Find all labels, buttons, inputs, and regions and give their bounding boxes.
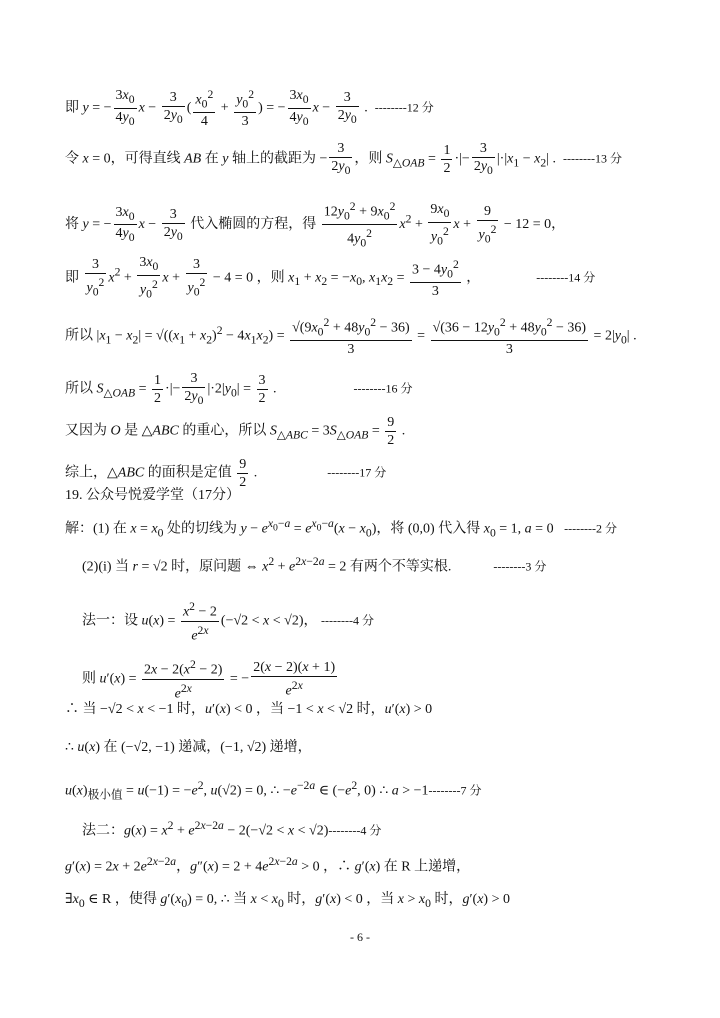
solution-line: 将 y = − $\frac{3x_0}{4y_0}$ x − $\frac{3}{2y_0}$ 代入椭圆的方程，得 $\frac{12y_0^2 + 9x_0^2}{4y_0^2}$ $x^2$ + $\frac{9x_0}{y_0^2}$ x + $\frac{9}{y_0^2}$ − 12 = 0， — [65, 200, 566, 250]
solution-line: 所以 $S_{\triangle OAB}$ = $\frac{1}{2}$ ·|− $\frac{3}{2y_0}$ $|\cdot 2|y_0|$ = $\frac{3}{2}$ . --------16 分 — [65, 371, 413, 407]
solution-line: $g'(x) = 2x + 2e^{2x-2a}$，$g''(x) = 2 + 4e^{2x-2a} > 0$ ，∴ g′(x) 在 R 上递增， — [65, 855, 471, 875]
page-number: - 6 - — [350, 930, 370, 944]
solution-line: 又因为 O 是 △ABC 的重心，所以 $S_{\triangle ABC} = 3S_{\triangle OAB}$ = $\frac{9}{2}$ . — [65, 415, 406, 448]
solution-line: ∴ u(x) 在 (−√2, −1) 递减，(−1, √2) 递增， — [65, 740, 312, 755]
solution-line: $\exists x_0$ ∈ R ，使得 $g'(x_0) = 0$, ∴ 当 $x < x_0$ 时，g′(x) < 0 ，当 $x > x_0$ 时，g′(x) > 0 — [65, 892, 510, 910]
solution-line: 即 y = − $\frac{3x_0}{4y_0}$ x − $\frac{3}{2y_0}$ ( $\frac{x_0^2}{4}$ + $\frac{y_0^2}{3}$ ) = − $\frac{3x_0}{4y_0}$ x − $\frac{3}{2y_0}$ . --------12 分 — [65, 87, 434, 130]
solution-line: 即 $\frac{3}{y_0^2}$ $x^2$ + $\frac{3x_0}{y_0^2}$ x + $\frac{3}{y_0^2}$ − 4 = 0 ，则 $x_1 + x_2 = -x_0$, $x_1x_2$ = $\frac{3 - 4y_0^2}{3}$ ， --------14 分 — [65, 255, 596, 301]
solution-line: 法一：设 u(x) = $\frac{x^2 - 2}{e^{2x}}$ (−√2 < x < √2)， --------4 分 — [82, 600, 374, 644]
solution-line: ∴ 当 −√2 < x < −1 时，u′(x) < 0 ，当 −1 < x < √2 时，u′(x) > 0 — [65, 702, 433, 717]
solution-line: 综上，△ABC 的面积是定值 $\frac{9}{2}$ . --------17 分 — [65, 457, 387, 490]
solution-line: 所以 $|x_1 - x_2| = √((x_1 + x_2)^2 - 4x_1x_2)$ = $\frac{√(9x_0^2 + 48y_0^2 - 36)}{3}$ = $\frac{√(36 - 12y_0^2 + 48y_0^2 - 36)}{3}$ = $2|y_0|$ . — [65, 316, 637, 358]
solution-line: 法二：$g(x) = x^2 + e^{2x-2a} - 2(-√2 < x < √2)--------4$ 分 — [82, 819, 382, 839]
solution-line: 解：(1) 在 $x = x_0$ 处的切线为 $y - e^{x_0-a} = e^{x_0-a}(x - x_0)$，将 (0,0) 代入得 $x_0 = 1$, a = 0 --------2 分 — [65, 517, 618, 540]
solution-line: (2)(i) 当 r = √2 时，原问题 ⇔ $x^2 + e^{2x-2a} = 2$ 有两个不等实根. --------3 分 — [82, 555, 547, 575]
solution-line: 令 x = 0，可得直线 AB 在 y 轴上的截距为 − $\frac{3}{2y_0}$ ，则 $S_{\triangle OAB}$ = $\frac{1}{2}$ ·|− $\frac{3}{2y_0}$ $|\cdot|x_1 - x_2|$ . --------13 分 — [65, 141, 622, 177]
solution-line: 则 u′(x) = $\frac{2x - 2(x^2 - 2)}{e^{2x}}$ = − $\frac{2(x - 2)(x + 1)}{e^{2x}}$ — [82, 658, 336, 702]
problem-heading: 19. 公众号悦爱学堂（17分） — [65, 488, 240, 503]
solution-line: $u(x)_{极小值} = u(-1) = -e^2$, u(√2) = 0, ∴ $-e^{-2a}$ ∈ ($-e^2$, 0) ∴ a > −1--------7 分 — [65, 779, 482, 802]
